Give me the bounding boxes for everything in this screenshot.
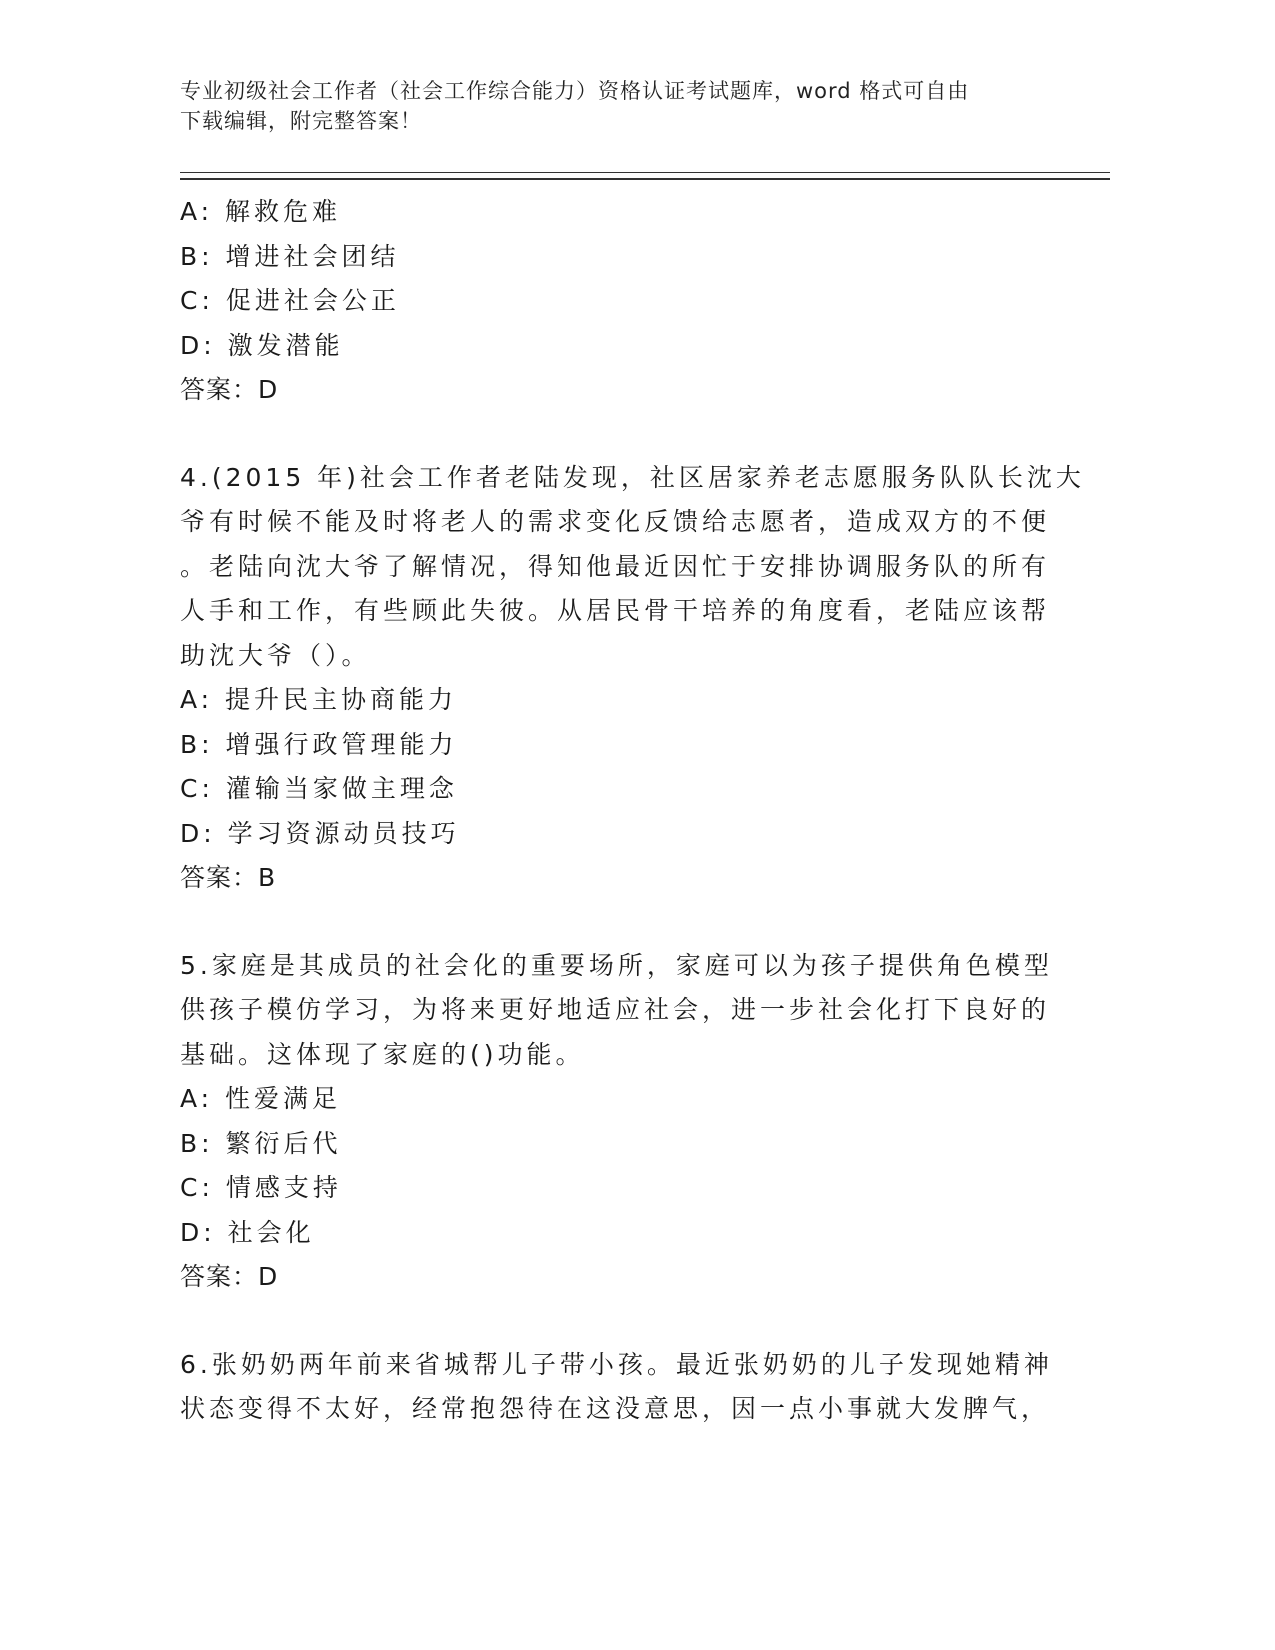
option-d: D: 学习资源动员技巧: [180, 818, 460, 848]
answer: 答案：B: [180, 863, 277, 892]
option-a: A: 提升民主协商能力: [180, 685, 458, 714]
stem-line: 供孩子模仿学习，为将来更好地适应社会，进一步社会化打下良好的: [180, 995, 1051, 1024]
question-4: [180, 456, 1085, 901]
stem-line: 助沈大爷（）。: [180, 640, 371, 670]
stem-line: 5.家庭是其成员的社会化的重要场所，家庭可以为孩子提供角色模型: [180, 950, 1053, 980]
question-stem: [180, 944, 1053, 1078]
option-a: A: 解救危难: [180, 197, 342, 226]
option-c: C: 灌输当家做主理念: [180, 774, 458, 803]
option-d: D: 社会化: [180, 1217, 315, 1247]
spacer: [180, 1300, 1040, 1343]
page-header: [180, 76, 1040, 136]
option-b: B: 增进社会团结: [180, 241, 400, 271]
option-d: D: 激发潜能: [180, 330, 344, 360]
option-b: B: 增强行政管理能力: [180, 729, 458, 759]
stem-line: 6.张奶奶两年前来省城帮儿子带小孩。最近张奶奶的儿子发现她精神: [180, 1349, 1053, 1379]
answer: 答案：D: [180, 1262, 279, 1291]
stem-line: 人手和工作，有些顾此失彼。从居民骨干培养的角度看，老陆应该帮: [180, 596, 1051, 625]
question-3: [180, 190, 1040, 413]
question-5: [180, 944, 1053, 1300]
question-list: [180, 190, 1085, 1432]
stem-line: 。老陆向沈大爷了解情况，得知他最近因忙于安排协调服务队的所有: [180, 551, 1051, 581]
question-stem: [180, 456, 1085, 679]
option-c: C: 促进社会公正: [180, 286, 400, 315]
spacer: [180, 413, 1040, 456]
stem-line: 4.(2015 年)社会工作者老陆发现，社区居家养老志愿服务队队长沈大: [180, 462, 1085, 492]
header-divider-thick: [180, 178, 1110, 180]
header-line-1: 专业初级社会工作者（社会工作综合能力）资格认证考试题库，word 格式可自由: [180, 79, 970, 103]
option-b: B: 繁衍后代: [180, 1128, 342, 1158]
option-c: C: 情感支持: [180, 1173, 342, 1202]
stem-line: 爷有时候不能及时将老人的需求变化反馈给志愿者，造成双方的不便: [180, 507, 1051, 536]
option-a: A: 性爱满足: [180, 1084, 342, 1113]
header-line-2: 下载编辑，附完整答案！: [180, 109, 422, 133]
stem-line: 基础。这体现了家庭的()功能。: [180, 1039, 585, 1069]
question-stem: [180, 1343, 1053, 1432]
question-6: [180, 1343, 1053, 1432]
header-divider-thin: [180, 172, 1110, 173]
spacer: [180, 901, 1040, 944]
answer: 答案：D: [180, 375, 279, 404]
stem-line: 状态变得不太好，经常抱怨待在这没意思，因一点小事就大发脾气，: [180, 1394, 1051, 1423]
